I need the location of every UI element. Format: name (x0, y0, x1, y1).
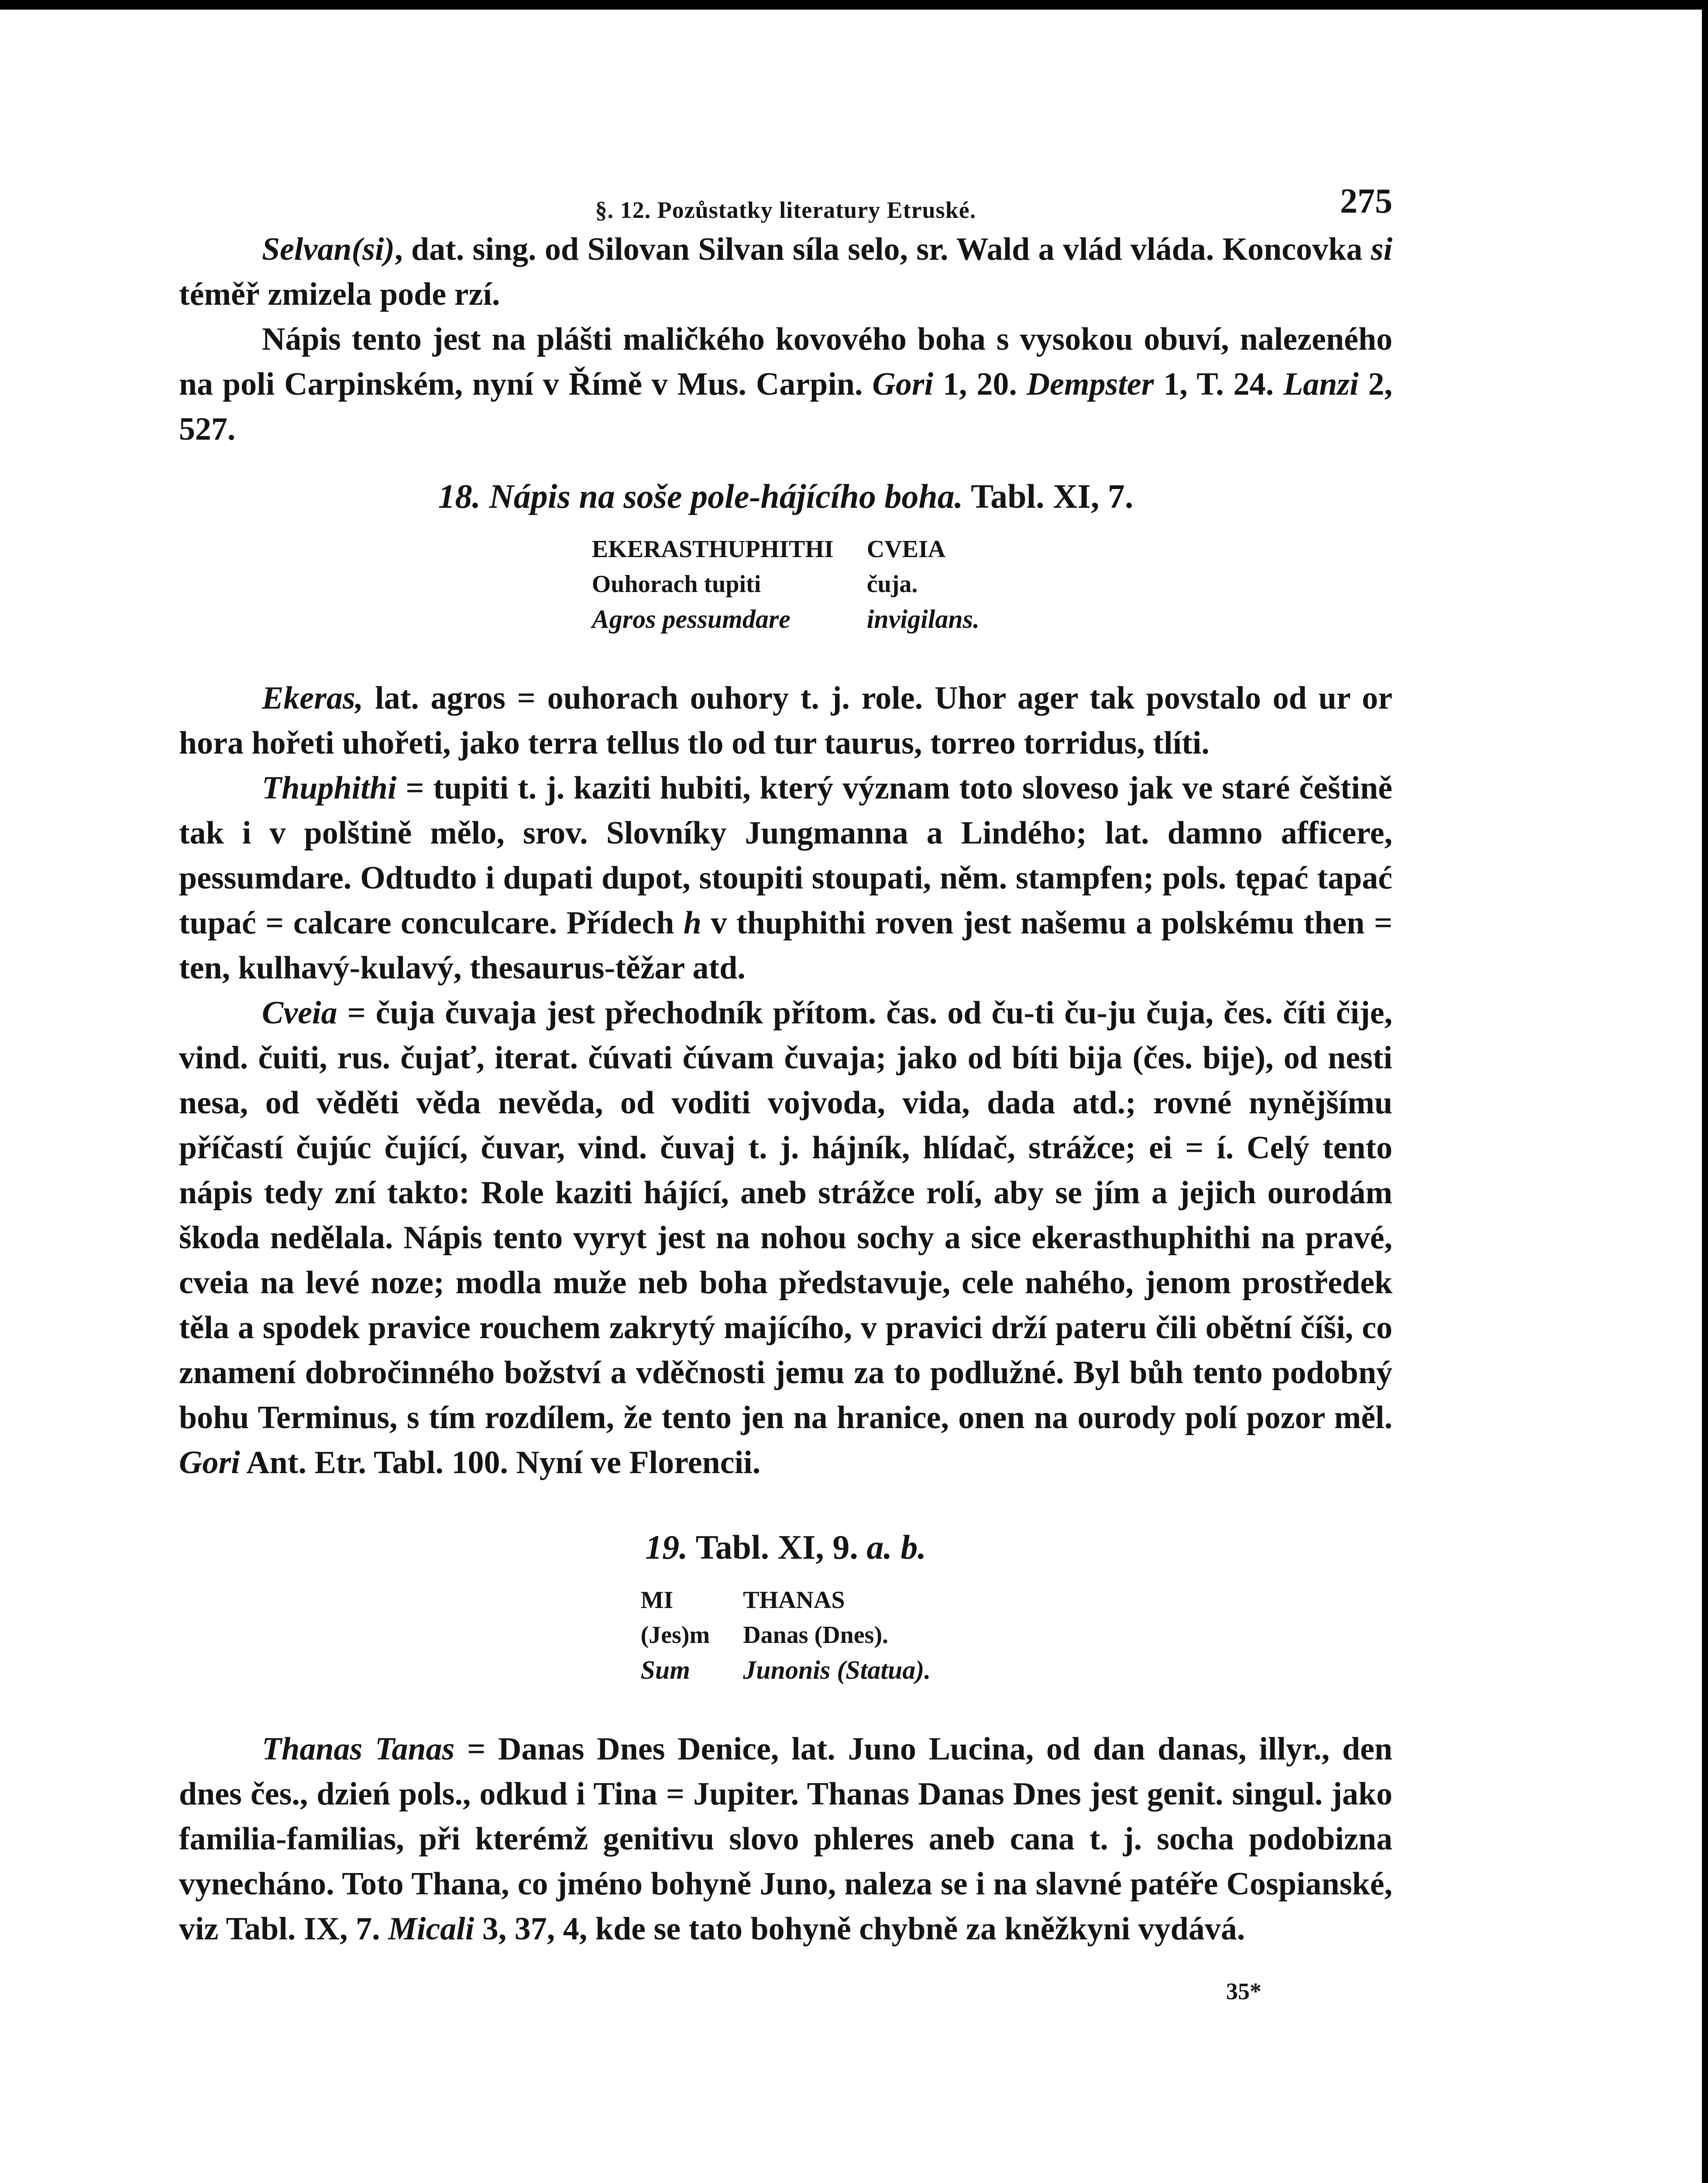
paragraph-text: = Danas Dnes Denice, lat. Juno Lucina, od dan danas, illyr., den dnes čes., dzień pols., odkud i Tina = Jupiter. Thanas Danas Dnes jest genit. singul. jako familia-familias, při kterémž genitivu slovo phleres aneb cana t. j. socha podobizna vynecháno. Toto Thana, co jméno bohyně Juno, naleza se i na slavné patéře Cospianské, viz Tabl. IX, 7. (179, 1731, 1392, 1947)
ref-micali: Micali (388, 1911, 474, 1947)
section-ref-b: b. (900, 1528, 926, 1566)
inscription-cell: EKERASTHUPHITHI (591, 536, 834, 563)
paragraph-text: 1, T. 24. (1154, 366, 1283, 402)
term-cveia: Cveia (262, 995, 337, 1031)
section-ref-a: a. (866, 1528, 892, 1566)
section-number: 19. (645, 1528, 688, 1566)
section-ref: Tabl. XI, 7. (971, 477, 1134, 515)
inscription-row (624, 1583, 948, 1618)
paragraph-text: v thuphithi roven jest našemu a polskému then = ten, kulhavý-kulavý, thesaurus-těžar atd. (179, 905, 1392, 986)
paragraph-thanas (179, 1727, 1392, 1952)
paragraph-ekeras (179, 676, 1392, 766)
inscription-cell: Sum (640, 1656, 691, 1684)
ref-gori: Gori (179, 1445, 240, 1481)
term-thanas: Thanas Tanas (262, 1731, 455, 1767)
ref-lanzi: Lanzi (1283, 366, 1359, 402)
inscription-table-19 (624, 1583, 948, 1687)
inscription-cell: Danas (Dnes). (743, 1622, 889, 1649)
inscription-cell: MI (640, 1587, 674, 1614)
inscription-cell: THANAS (743, 1587, 845, 1614)
inscription-cell: invigilans. (866, 605, 980, 634)
inscription-table-18 (575, 532, 996, 637)
paragraph-text: 1, 20. (933, 366, 1027, 402)
paragraph-inscription-location (179, 317, 1392, 452)
section-19-heading (179, 1525, 1392, 1570)
scan-border-right (1702, 0, 1708, 2183)
running-title: §. 12. Pozůstatky literatury Etruské. (595, 197, 976, 223)
inscription-cell: CVEIA (866, 536, 946, 563)
paragraph-text: = čuja čuvaja jest přechodník přítom. čas. od ču-ti ču-ju čuja, čes. číti čije, vind. čuiti, rus. čujať, iterat. čúvati čúvam čuvaja; jako od bíti bija (čes. bije), od nesti nesa, od věděti věda nevěda, od voditi vojvoda, vida, dada atd.; rovné nynějšímu příčastí čujúc čující, čuvar, vind. čuvaj t. j. hájník, hlídač, strážce; ei = í. Celý tento nápis tedy zní takto: Role kaziti hájící, aneb strážce rolí, aby se jím a jejich ourodám škoda nedělala. Nápis tento vyryt jest na nohou sochy a sice ekerasthuphithi na pravé, cveia na levé noze; modla muže neb boha představuje, cele nahého, jenom prostředek těla a spodek pravice rouchem zakrytý majícího, v pravici drží pateru čili obětní číši, co znamení dobročinného božství a vděčnosti jemu za to podlužné. Byl bůh tento podobný bohu Terminus, s tím rozdílem, že tento jen na hranice, onen na ourody polí pozor měl. (179, 995, 1392, 1436)
inscription-row (624, 1618, 948, 1653)
page (179, 175, 1392, 2014)
inscription-cell: Agros pessumdare (591, 605, 790, 634)
inscription-cell: (Jes)m (640, 1622, 710, 1649)
inscription-row (575, 602, 996, 637)
paragraph-text: , dat. sing. od Silovan Silvan síla selo, sr. Wald a vlád vláda. Koncovka (395, 231, 1371, 267)
paragraph-selvan (179, 227, 1392, 317)
paragraph-text: téměř zmizela pode rzí. (179, 276, 500, 312)
section-ref: Tabl. XI, 9. (695, 1528, 858, 1566)
term-si: si (1371, 231, 1392, 267)
inscription-cell: čuja. (866, 571, 918, 598)
term-ekeras: Ekeras, (262, 680, 364, 716)
paragraph-text: Ant. Etr. Tabl. 100. Nyní ve Florencii. (240, 1445, 761, 1481)
paragraph-thuphithi (179, 766, 1392, 991)
section-18-heading (179, 474, 1392, 519)
term-h: h (683, 905, 702, 941)
paragraph-text: 3, 37, 4, kde se tato bohyně chybně za kněžkyni vydává. (474, 1911, 1245, 1947)
section-number: 18. (438, 477, 481, 515)
scan-border-top (0, 0, 1708, 10)
ref-dempster: Dempster (1026, 366, 1154, 402)
paragraph-text: = tupiti t. j. kaziti hubiti, který význam toto sloveso jak ve staré češtině tak i v polštině mělo, srov. Slovníky Jungmanna a Lindého; lat. damno afficere, pessumdare. Odtudto i dupati dupot, stoupiti stoupati, něm. stampfen; pols. tępać tapać tupać = calcare conculcare. Přídech (179, 770, 1392, 941)
page-number: 275 (1340, 182, 1392, 220)
term-thuphithi: Thuphithi (262, 770, 397, 806)
paragraph-text: Nápis tento jest na plášti maličkého kovového boha s vysokou obuví, nalezeného na poli Carpinském, nyní v Římě v Mus. Carpin. (179, 321, 1392, 402)
inscription-row (575, 567, 996, 602)
inscription-row (624, 1653, 948, 1687)
ref-gori: Gori (872, 366, 934, 402)
section-title: Nápis na soše pole-hájícího boha. (489, 477, 963, 515)
running-head (179, 175, 1392, 227)
inscription-row (575, 532, 996, 567)
paragraph-text: lat. agros = ouhorach ouhory t. j. role. Uhor ager tak povstalo od ur or hora hořeti uhořeti, jako terra tellus tlo od tur taurus, torreo torridus, tlíti. (179, 680, 1392, 761)
inscription-cell: Ouhorach tupiti (591, 571, 761, 598)
paragraph-text: 2, 527. (179, 366, 1393, 447)
signature-mark: 35* (1226, 1978, 1261, 2004)
term-selvan: Selvan(si) (262, 231, 395, 267)
inscription-cell: Junonis (Statua). (743, 1656, 931, 1684)
paragraph-cveia (179, 991, 1392, 1485)
